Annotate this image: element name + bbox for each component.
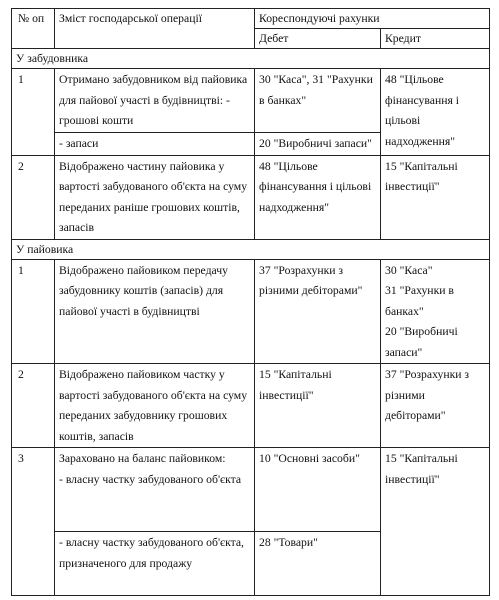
table-row xyxy=(12,69,490,133)
section-row xyxy=(12,239,490,259)
section-title: У забудовника xyxy=(12,49,490,69)
row-content: Відображено пайовиком частку у вартості забудованого об'єкта на суму переданих забудовнику грошових коштів, запасів xyxy=(55,364,255,448)
content-line: - власну частку забудованого об'єкта xyxy=(59,472,242,486)
row-num: 1 xyxy=(12,259,55,364)
table-row xyxy=(12,155,490,239)
row-num: 2 xyxy=(12,155,55,239)
row-content xyxy=(55,448,255,532)
row-debit: 37 "Розрахунки з різними дебіторами" xyxy=(255,259,381,364)
table-row xyxy=(12,259,490,364)
row-debit: 10 "Основні засоби" xyxy=(255,448,381,532)
content-line: Зараховано на баланс пайовиком: xyxy=(59,452,226,465)
header-content: Зміст господарської операції xyxy=(55,9,255,49)
table-row xyxy=(12,448,490,532)
row-credit: 37 "Розрахунки з різними дебіторами" xyxy=(381,364,490,448)
row-num: 1 xyxy=(12,69,55,156)
row-sub-content: - власну частку забудованого об'єкта, призначеного для продажу xyxy=(55,532,255,596)
row-sub-content: - запаси xyxy=(55,133,255,156)
operations-table xyxy=(11,8,490,596)
row-sub-debit: 28 "Товари" xyxy=(255,532,381,596)
row-num: 2 xyxy=(12,364,55,448)
header-debit: Дебет xyxy=(255,29,381,49)
section-title: У пайовика xyxy=(12,239,490,259)
row-debit: 48 "Цільове фінансування і цільові надходження" xyxy=(255,155,381,239)
row-sub-debit: 20 "Виробничі запаси" xyxy=(255,133,381,156)
credit-line: 30 "Каса" xyxy=(385,263,433,277)
row-credit: 15 "Капітальні інвестиції" xyxy=(381,155,490,239)
row-credit xyxy=(381,259,490,364)
header-num: № оп xyxy=(12,9,55,49)
row-credit: 48 "Цільове фінансування і цільові надходження" xyxy=(381,69,490,156)
row-debit: 30 "Каса", 31 "Рахунки в банках" xyxy=(255,69,381,133)
row-num: 3 xyxy=(12,448,55,596)
row-content: Відображено частину пайовика у вартості забудованого об'єкта на суму переданих раніше грошових коштів, запасів xyxy=(55,155,255,239)
credit-line: 20 "Виробничі запаси" xyxy=(385,325,458,359)
header-accounts: Кореспондуючі рахунки xyxy=(255,9,490,29)
credit-line: 31 "Рахунки в банках" xyxy=(385,284,454,318)
table-header-row xyxy=(12,9,490,29)
row-debit: 15 "Капітальні інвестиції" xyxy=(255,364,381,448)
row-content: Відображено пайовиком передачу забудовнику коштів (запасів) для пайової участі в будівництві xyxy=(55,259,255,364)
table-row xyxy=(12,364,490,448)
header-credit: Кредит xyxy=(381,29,490,49)
row-credit: 15 "Капітальні інвестиції" xyxy=(381,448,490,596)
row-content: Отримано забудовником від пайовика для пайової участі в будівництві: - грошові кошти xyxy=(55,69,255,133)
section-row xyxy=(12,49,490,69)
